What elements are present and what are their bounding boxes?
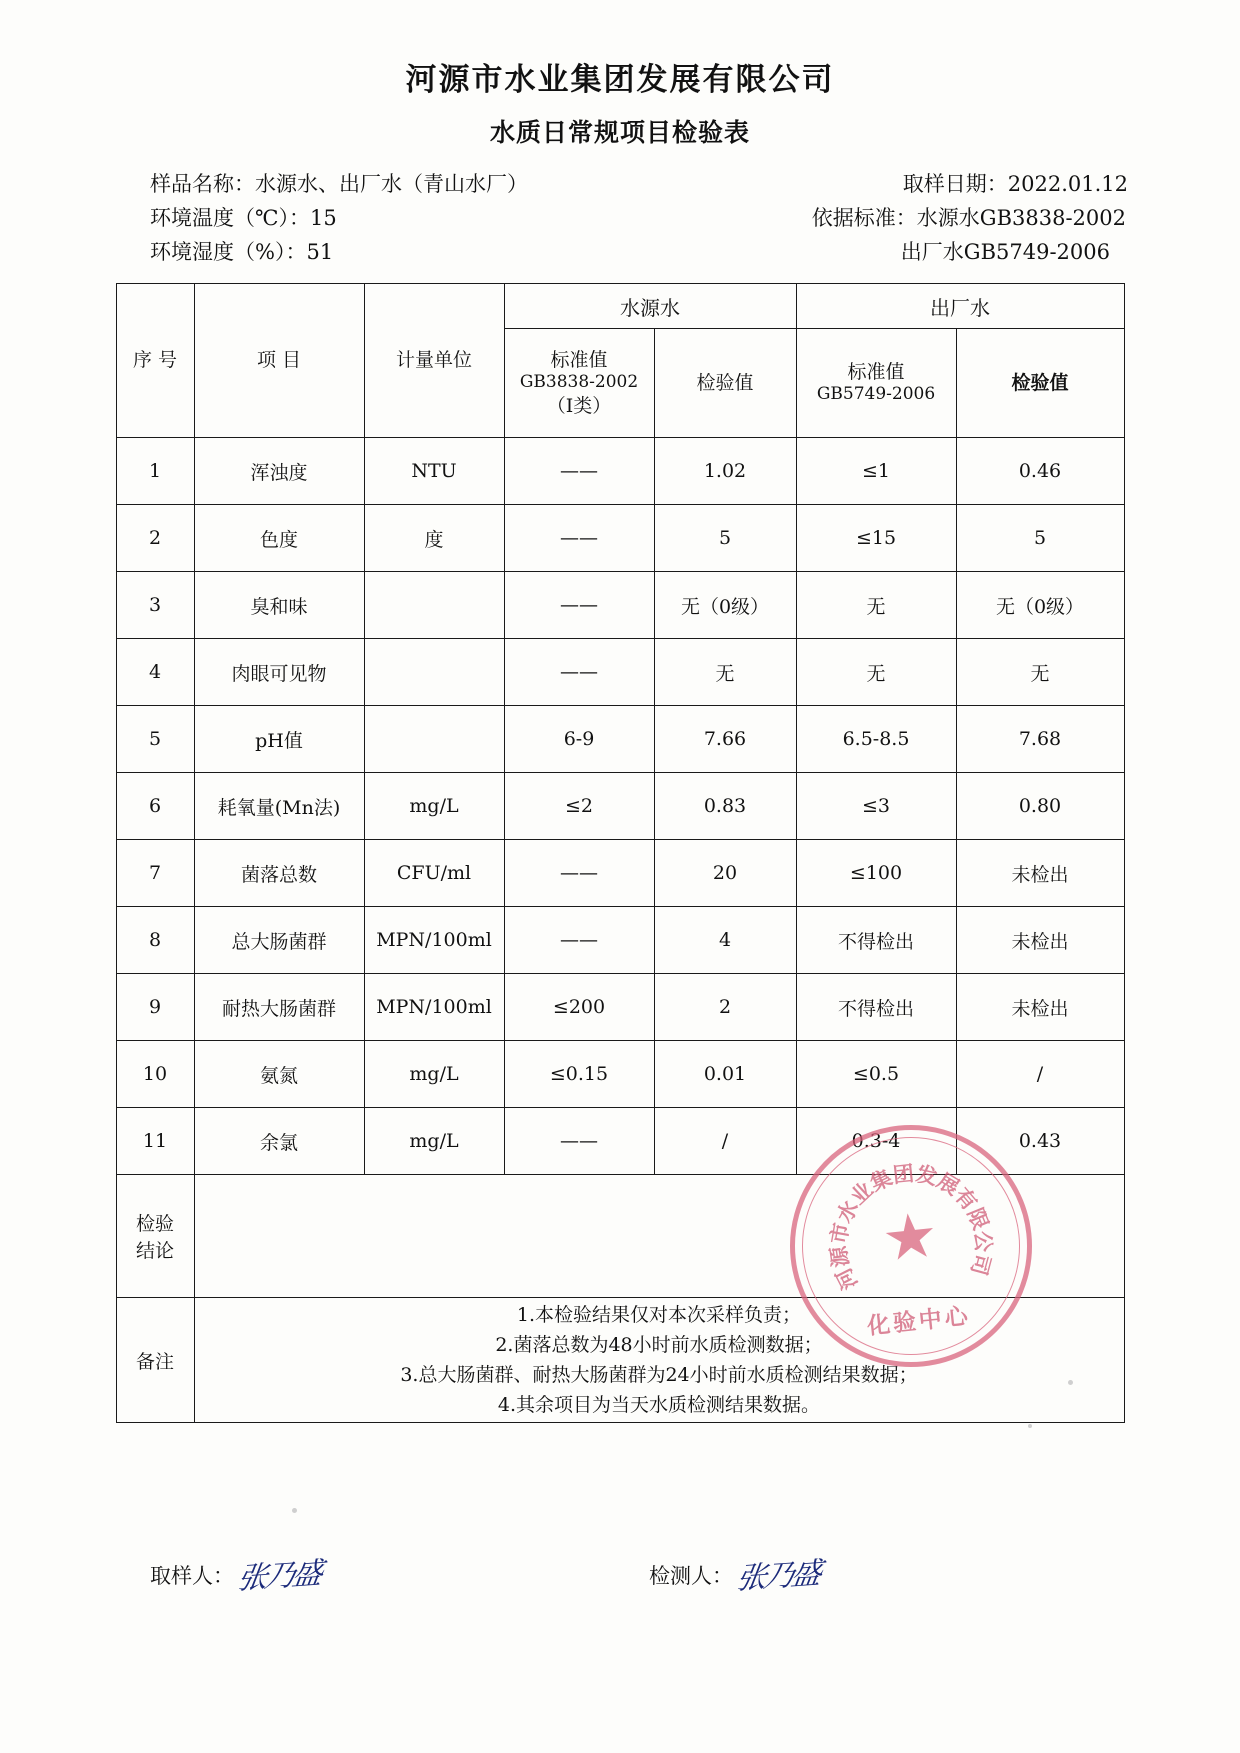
group-header-finished-water: 出厂水: [796, 284, 1124, 329]
cell-std-source: ——: [504, 639, 654, 706]
seal-arc-char: 集: [866, 1164, 896, 1196]
cell-std-finished: ≤3: [796, 773, 956, 840]
cell-std-source: ——: [504, 505, 654, 572]
header-std-source-line2: GB3838-2002: [519, 372, 639, 393]
tester-signature-block: [649, 1556, 821, 1597]
cell-std-source: ≤0.15: [504, 1041, 654, 1108]
header-no: 序 号: [116, 284, 194, 438]
cell-val-source: /: [654, 1108, 796, 1175]
table-row: [116, 438, 1124, 505]
tester-label: 检测人：: [649, 1564, 733, 1588]
cell-val-source: 1.02: [654, 438, 796, 505]
cell-no: 8: [116, 907, 194, 974]
cell-val-source: 无（0级）: [654, 572, 796, 639]
header-std-finished-line2: GB5749-2006: [816, 384, 936, 405]
header-std-source-line1: 标准值: [550, 348, 608, 371]
seal-arc-char: 源: [825, 1244, 854, 1269]
cell-unit: mg/L: [364, 773, 504, 840]
standard-reference-2: 出厂水GB5749-2006: [900, 240, 1110, 265]
seal-arc-char: 河: [830, 1263, 863, 1294]
cell-val-finished: 无（0级）: [956, 572, 1124, 639]
cell-val-source: 0.83: [654, 773, 796, 840]
env-humidity: 环境湿度（%）：51: [150, 240, 334, 265]
cell-no: 2: [116, 505, 194, 572]
cell-item: 肉眼可见物: [194, 639, 364, 706]
table-row: [116, 639, 1124, 706]
cell-no: 6: [116, 773, 194, 840]
cell-std-finished: 无: [796, 639, 956, 706]
cell-val-finished: 0.43: [956, 1108, 1124, 1175]
header-std-finished: [796, 329, 956, 438]
cell-unit: [364, 639, 504, 706]
cell-val-source: 5: [654, 505, 796, 572]
seal-arc-char: 业: [845, 1176, 878, 1210]
header-unit: 计量单位: [364, 284, 504, 438]
cell-item: 总大肠菌群: [194, 907, 364, 974]
cell-item: pH值: [194, 706, 364, 773]
cell-std-finished: 不得检出: [796, 907, 956, 974]
table-row: [116, 840, 1124, 907]
table-row: [116, 1041, 1124, 1108]
company-title: 河源市水业集团发展有限公司: [405, 62, 835, 98]
table-body: [116, 438, 1124, 1423]
note-line: 3.总大肠菌群、耐热大肠菌群为24小时前水质检测结果数据；: [400, 1364, 918, 1387]
cell-unit: mg/L: [364, 1041, 504, 1108]
standard-reference: 依据标准：水源水GB3838-2002: [811, 206, 1126, 231]
cell-no: 11: [116, 1108, 194, 1175]
tester-signature: 张乃盛: [734, 1556, 821, 1597]
cell-std-source: 6-9: [504, 706, 654, 773]
sampler-signature-block: [150, 1556, 322, 1597]
seal-arc-char: 司: [966, 1251, 996, 1279]
conclusion-row: [116, 1175, 1124, 1298]
cell-val-finished: 未检出: [956, 974, 1124, 1041]
note-line: 4.其余项目为当天水质检测结果数据。: [497, 1394, 821, 1417]
scan-speck: [1028, 1424, 1032, 1428]
cell-std-finished: 0.3-4: [796, 1108, 956, 1175]
cell-val-finished: 未检出: [956, 840, 1124, 907]
cell-unit: NTU: [364, 438, 504, 505]
table-row: [116, 1108, 1124, 1175]
cell-item: 耐热大肠菌群: [194, 974, 364, 1041]
note-line: 2.菌落总数为48小时前水质检测数据；: [495, 1334, 823, 1357]
cell-std-source: ——: [504, 1108, 654, 1175]
cell-unit: MPN/100ml: [364, 974, 504, 1041]
sampling-date: 取样日期：2022.01.12: [902, 172, 1128, 196]
cell-no: 3: [116, 572, 194, 639]
cell-unit: [364, 706, 504, 773]
cell-unit: mg/L: [364, 1108, 504, 1175]
header-std-source-line3: （Ⅰ类）: [546, 394, 612, 417]
cell-item: 色度: [194, 505, 364, 572]
scan-speck: [1068, 1380, 1073, 1385]
cell-val-finished: 0.46: [956, 438, 1124, 505]
report-title: 水质日常规项目检验表: [489, 118, 750, 147]
sampler-signature: 张乃盛: [235, 1556, 322, 1597]
cell-val-finished: 5: [956, 505, 1124, 572]
env-temperature: 环境温度（℃）：15: [150, 206, 337, 231]
notes-body: [194, 1298, 1124, 1423]
signature-area: [0, 1556, 1240, 1597]
seal-arc-char: 限: [962, 1204, 994, 1234]
cell-std-source: ≤200: [504, 974, 654, 1041]
cell-std-finished: 6.5-8.5: [796, 706, 956, 773]
cell-val-source: 4: [654, 907, 796, 974]
cell-item: 浑浊度: [194, 438, 364, 505]
cell-unit: [364, 572, 504, 639]
table-row: [116, 907, 1124, 974]
cell-std-finished: 无: [796, 572, 956, 639]
cell-std-source: ——: [504, 840, 654, 907]
conclusion-label-line1: 检验: [135, 1213, 174, 1236]
note-line: 1.本检验结果仅对本次采样负责；: [516, 1304, 802, 1327]
cell-val-finished: /: [956, 1041, 1124, 1108]
star-icon: ★: [878, 1197, 942, 1276]
cell-std-finished: ≤0.5: [796, 1041, 956, 1108]
seal-arc-char: 水: [831, 1196, 864, 1227]
cell-no: 1: [116, 438, 194, 505]
table-row: [116, 974, 1124, 1041]
conclusion-label-line2: 结论: [135, 1240, 174, 1263]
conclusion-label: [116, 1175, 194, 1298]
seal-arc-char: 公: [970, 1230, 997, 1253]
table-row: [116, 773, 1124, 840]
sample-name: 样品名称：水源水、出厂水（青山水厂）: [150, 172, 528, 196]
cell-std-source: ——: [504, 907, 654, 974]
cell-val-finished: 7.68: [956, 706, 1124, 773]
cell-no: 4: [116, 639, 194, 706]
cell-val-finished: 0.80: [956, 773, 1124, 840]
cell-std-source: ——: [504, 438, 654, 505]
cell-std-finished: ≤100: [796, 840, 956, 907]
cell-val-finished: 无: [956, 639, 1124, 706]
cell-item: 耗氧量(Mn法): [194, 773, 364, 840]
cell-unit: CFU/ml: [364, 840, 504, 907]
seal-bottom-text: 化验中心: [865, 1302, 973, 1340]
cell-std-finished: ≤1: [796, 438, 956, 505]
cell-no: 10: [116, 1041, 194, 1108]
cell-std-source: ——: [504, 572, 654, 639]
seal-arc-char: 展: [932, 1167, 964, 1200]
cell-unit: 度: [364, 505, 504, 572]
table-row: [116, 505, 1124, 572]
header-std-source: [504, 329, 654, 438]
group-header-source-water: 水源水: [504, 284, 796, 329]
cell-val-source: 7.66: [654, 706, 796, 773]
table-row: [116, 572, 1124, 639]
cell-item: 氨氮: [194, 1041, 364, 1108]
cell-std-source: ≤2: [504, 773, 654, 840]
seal-arc-char: 团: [891, 1160, 916, 1188]
sampler-label: 取样人：: [150, 1564, 234, 1588]
cell-val-finished: 未检出: [956, 907, 1124, 974]
cell-no: 9: [116, 974, 194, 1041]
conclusion-body: [194, 1175, 1124, 1298]
scan-speck: [292, 1508, 297, 1513]
cell-item: 臭和味: [194, 572, 364, 639]
table-header: [116, 284, 1124, 438]
report-meta: [0, 167, 1240, 269]
cell-val-source: 20: [654, 840, 796, 907]
cell-no: 5: [116, 706, 194, 773]
header-std-finished-line1: 标准值: [847, 361, 905, 384]
cell-val-source: 2: [654, 974, 796, 1041]
notes-label: 备注: [116, 1298, 194, 1423]
cell-val-source: 0.01: [654, 1041, 796, 1108]
cell-val-source: 无: [654, 639, 796, 706]
table-row: [116, 706, 1124, 773]
seal-arc-char: 市: [825, 1220, 854, 1246]
cell-std-finished: ≤15: [796, 505, 956, 572]
seal-arc-char: 有: [949, 1182, 983, 1216]
header-val-finished: 检验值: [956, 329, 1124, 438]
water-quality-table: [116, 283, 1125, 1423]
cell-no: 7: [116, 840, 194, 907]
cell-item: 余氯: [194, 1108, 364, 1175]
cell-std-finished: 不得检出: [796, 974, 956, 1041]
header-val-source: 检验值: [654, 329, 796, 438]
notes-row: [116, 1298, 1124, 1423]
cell-item: 菌落总数: [194, 840, 364, 907]
seal-arc-char: 发: [913, 1160, 940, 1190]
header-item: 项 目: [194, 284, 364, 438]
cell-unit: MPN/100ml: [364, 907, 504, 974]
